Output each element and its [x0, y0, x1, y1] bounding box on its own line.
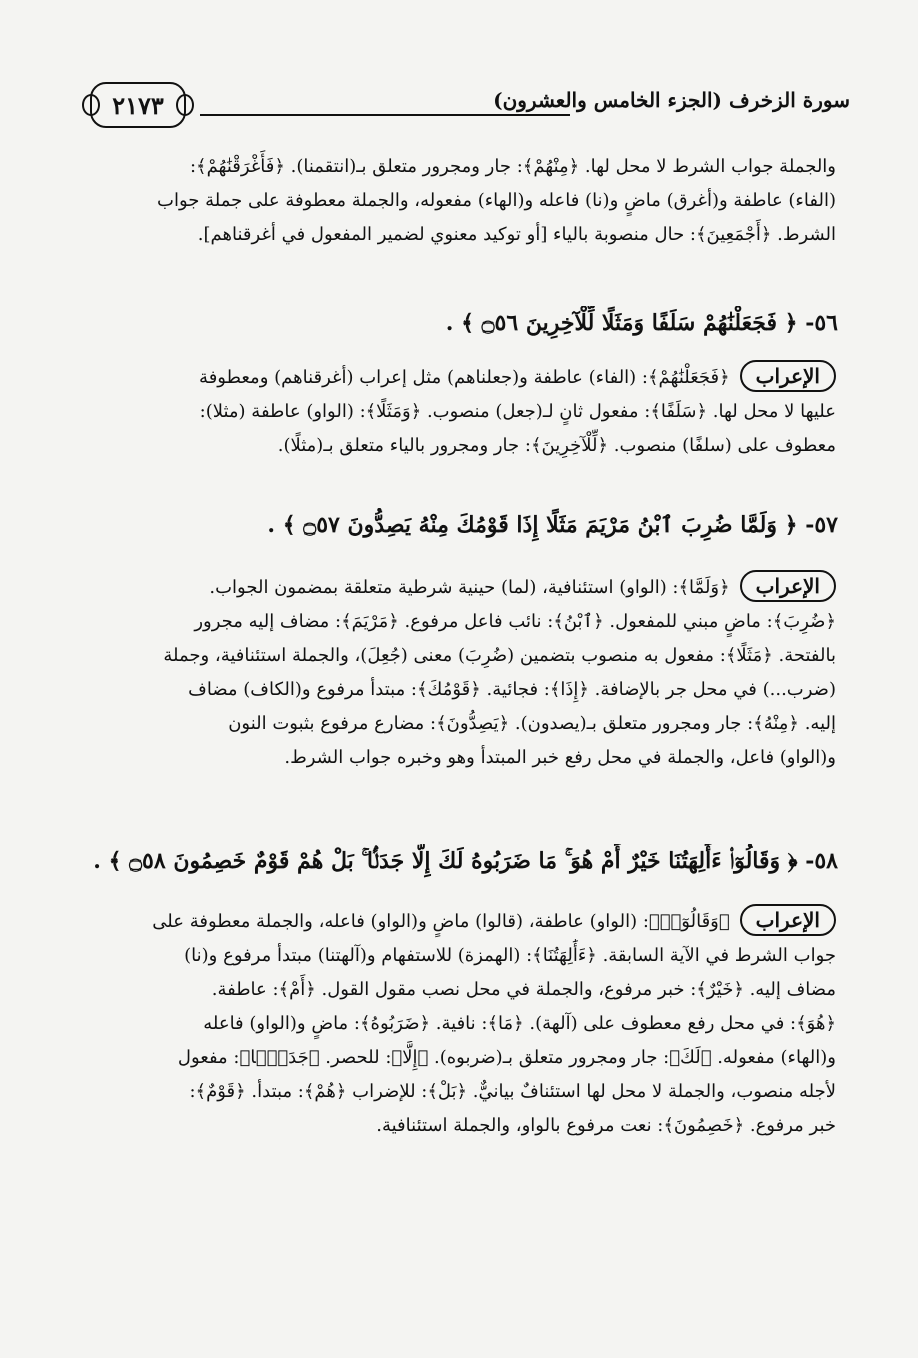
- text-line: [86, 360, 836, 395]
- text-line: لأجله منصوب، والجملة لا محل لها استئنافٌ بيانيٌّ. ﴿بَلْ﴾: للإضراب ﴿هُمْ﴾: مبتدأ. ﴿قَوْمٌ﴾:: [189, 1081, 836, 1102]
- text-line: جواب الشرط في الآية السابقة. ﴿ءَأَٰلِهَتُنَا﴾: (الهمزة) للاستفهام و(آلهتنا) مبتدأ مرفوع و(نا): [184, 945, 836, 966]
- text-line: [86, 570, 836, 605]
- irab-badge: الإعراب: [740, 360, 836, 392]
- text-line: عليها لا محل لها. ﴿سَلَفًا﴾: مفعول ثانٍ لـ(جعل) منصوب. ﴿وَمَثَلًا﴾: (الواو) عاطفة (مثلا):: [199, 401, 836, 422]
- text-line: [86, 904, 836, 939]
- page-number: ٢١٧٣: [90, 82, 186, 128]
- text-line: و(الواو) فاعل، والجملة في محل رفع خبر المبتدأ وهو وخبره جواب الشرط.: [284, 747, 836, 768]
- text-line: (ضرب...) في محل جر بالإضافة. ﴿إِذَا﴾: فجائية. ﴿قَوْمُكَ﴾: مبتدأ مرفوع و(الكاف) مضاف: [188, 679, 836, 700]
- text-line: ﴿هُوَ﴾: في محل رفع معطوف على (آلهة). ﴿مَا﴾: نافية. ﴿ضَرَبُوهُ﴾: ماضٍ و(الواو) فاعله: [203, 1013, 836, 1034]
- header-title: سورة الزخرف (الجزء الخامس والعشرون): [493, 88, 850, 112]
- text-line: خبر مرفوع. ﴿خَصِمُونَ﴾: نعت مرفوع بالواو، والجملة استئنافية.: [376, 1115, 836, 1136]
- text-line: بالفتحة. ﴿مَثَلًا﴾: مفعول به منصوب بتضمين (ضُرِبَ) معنى (جُعِلَ)، والجملة استئنافية، وجملة: [163, 645, 836, 666]
- header-rule: [200, 114, 570, 116]
- irab-verse-56: [86, 360, 836, 463]
- irab-verse-57: [86, 570, 836, 775]
- text-line: الشرط. ﴿أَجْمَعِينَ﴾: حال منصوبة بالياء [أو توكيد معنوي لضمير المفعول في أغرقناهم].: [197, 224, 836, 245]
- irab-badge: الإعراب: [740, 904, 836, 936]
- verse-57: ٥٧- ﴿ وَلَمَّا ضُرِبَ ٱبْنُ مَرْيَمَ مَثَلًا إِذَا قَوْمُكَ مِنْهُ يَصِدُّونَ ۝٥٧ ﴾ .: [267, 512, 838, 538]
- text-line: ﴿ضُرِبَ﴾: ماضٍ مبني للمفعول. ﴿ٱبْنُ﴾: نائب فاعل مرفوع. ﴿مَرْيَمَ﴾: مضاف إليه مجرور: [194, 611, 836, 632]
- text-line: والجملة جواب الشرط لا محل لها. ﴿مِنْهُمْ﴾: جار ومجرور متعلق بـ(انتقمنا). ﴿فَأَغْرَقْنَٰهُمْ﴾:: [189, 156, 836, 177]
- paragraph-verse55-end: [86, 150, 836, 252]
- page-header: [90, 76, 850, 136]
- text-segment: ﴿فَجَعَلْنَٰهُمْ﴾: (الفاء) عاطفة و(جعلناهم) مثل إعراب (أغرقناهم) ومعطوفة: [199, 367, 730, 388]
- text-line: مضاف إليه. ﴿خَيْرٌ﴾: خبر مرفوع، والجملة في محل نصب مقول القول. ﴿أَمْ﴾: عاطفة.: [211, 979, 836, 1000]
- text-segment: ﴿وَقَالُوٓا۟﴾: (الواو) عاطفة، (قالوا) ماضٍ و(الواو) فاعله، والجملة معطوفة على: [152, 911, 730, 932]
- text-line: معطوف على (سلفًا) منصوب. ﴿لِّلْآخِرِينَ﴾: جار ومجرور بالياء متعلق بـ(مثلًا).: [277, 435, 836, 456]
- text-line: (الفاء) عاطفة و(أغرق) ماضٍ و(نا) فاعله و(الهاء) مفعوله، والجملة معطوفة على جملة جواب: [157, 190, 836, 211]
- verse-58: ٥٨- ﴿ وَقَالُوٓا۟ ءَأَٰلِهَتُنَا خَيْرٌ أَمْ هُوَ ۚ مَا ضَرَبُوهُ لَكَ إِلَّا جَدَلًۢا ۚ بَلْ هُمْ قَوْمٌ خَصِمُونَ ۝٥٨ ﴾ .: [93, 848, 838, 874]
- text-line: و(الهاء) مفعوله. ﴿لَكَ﴾: جار ومجرور متعلق بـ(ضربوه). ﴿إِلَّا﴾: للحصر. ﴿جَدَلًۢا﴾: مفعول: [177, 1047, 836, 1068]
- text-segment: ﴿وَلَمَّا﴾: (الواو) استئنافية، (لما) حينية شرطية متعلقة بمضمون الجواب.: [209, 577, 730, 598]
- irab-verse-58: [86, 904, 836, 1143]
- verse-56: ٥٦- ﴿ فَجَعَلْنَٰهُمْ سَلَفًا وَمَثَلًا لِّلْآخِرِينَ ۝٥٦ ﴾ .: [445, 310, 838, 336]
- irab-badge: الإعراب: [740, 570, 836, 602]
- text-line: إليه. ﴿مِنْهُ﴾: جار ومجرور متعلق بـ(يصدون). ﴿يَصِدُّونَ﴾: مضارع مرفوع بثبوت النون: [228, 713, 836, 734]
